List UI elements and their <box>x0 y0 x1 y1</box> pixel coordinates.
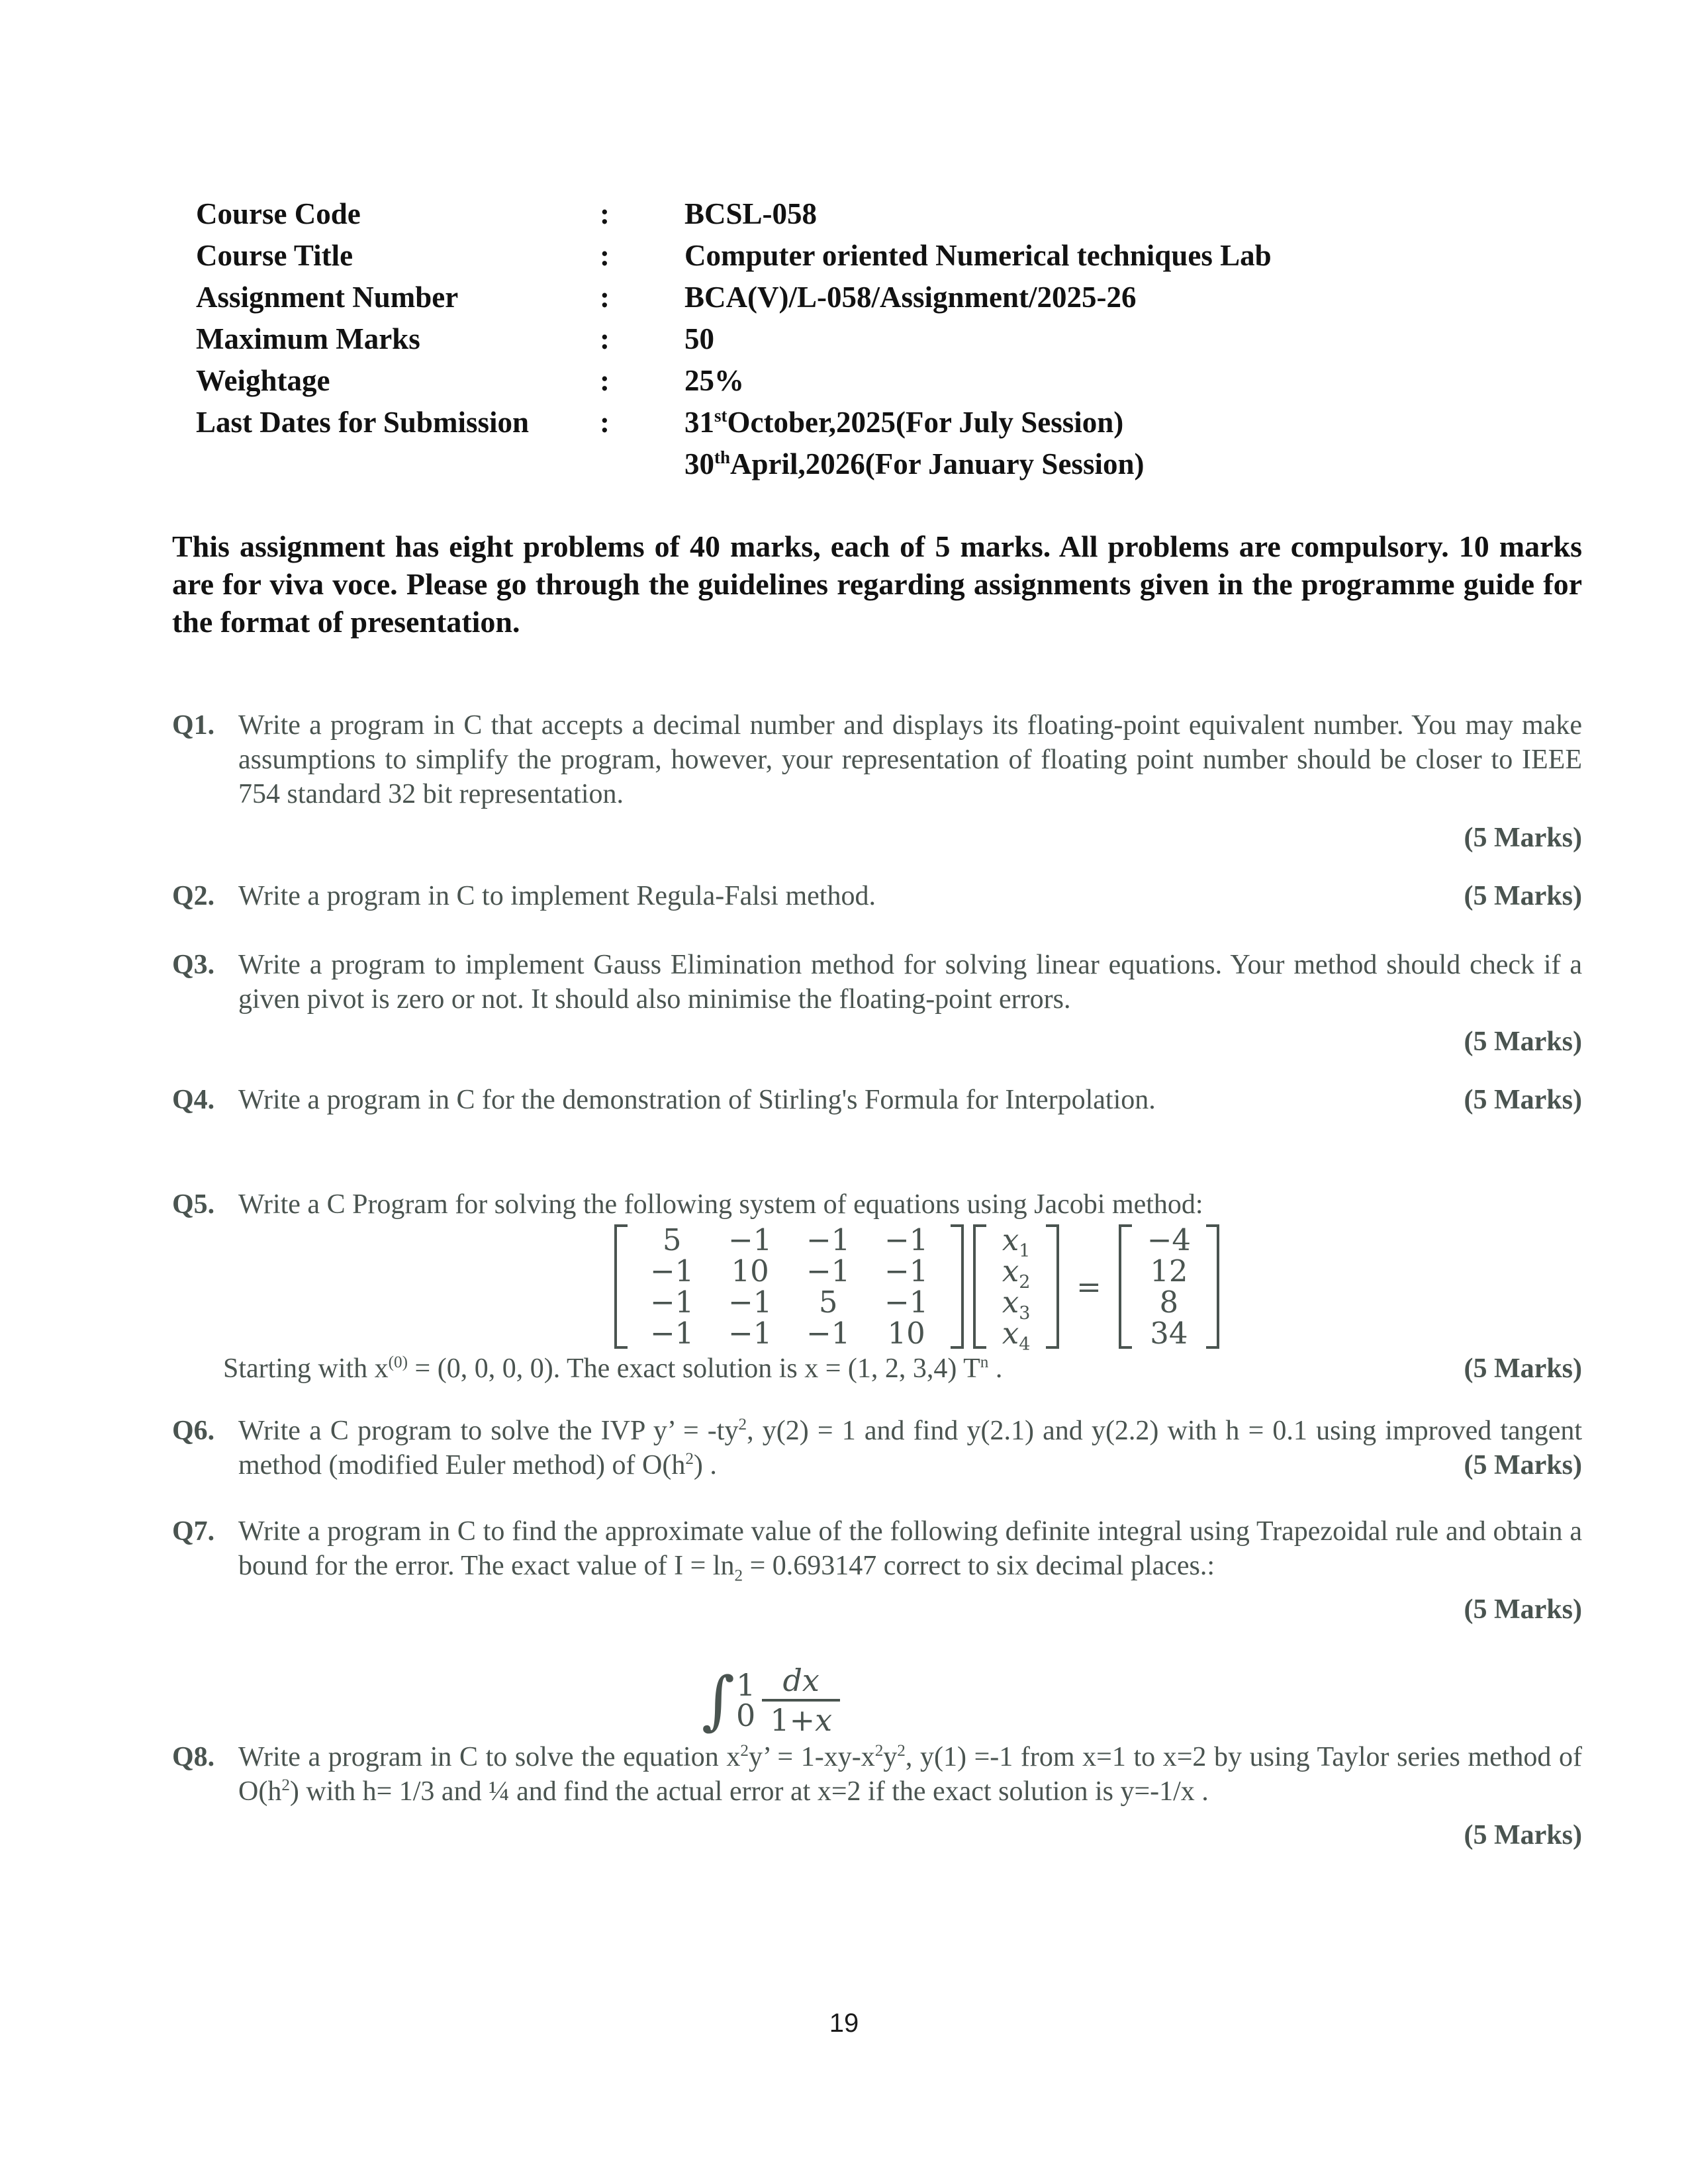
rhs-cell: 34 <box>1150 1316 1188 1351</box>
matrix-cell: −1 <box>649 1253 694 1289</box>
vector-cell: $x_4$ <box>1002 1316 1031 1355</box>
matrix-cell: −1 <box>649 1285 694 1320</box>
question-4-body: Write a program in C for the demonstration of Stirling's Formula for Interpolation. <box>238 1085 1156 1115</box>
fraction-numerator: dx <box>782 1662 820 1698</box>
page-number: 19 <box>829 2009 859 2038</box>
header-row-last-dates <box>196 402 1582 443</box>
rhs-cell: 8 <box>1159 1285 1179 1320</box>
matrix-cell: −1 <box>727 1222 773 1257</box>
question-2-body: Write a program in C to implement Regula-Falsi method. <box>238 881 876 911</box>
matrix-cell: 5 <box>662 1222 682 1257</box>
integral-lower-limit: 0 <box>736 1698 756 1733</box>
header-row-weightage <box>196 360 1582 402</box>
question-8-label: Q8. <box>172 1742 215 1772</box>
question-4-text <box>172 1083 1582 1117</box>
question-4-marks: (5 Marks) <box>1464 1085 1582 1115</box>
last-date-july-value: 31stOctober,2025(For July Session) <box>684 406 1124 439</box>
integral-upper-limit: 1 <box>736 1667 756 1703</box>
equals-sign: = <box>1076 1269 1102 1304</box>
question-2 <box>172 879 1582 913</box>
matrix-cell: −1 <box>727 1285 773 1320</box>
question-1-marks: (5 Marks) <box>1464 823 1582 853</box>
matrix-bracket-left <box>614 1224 628 1349</box>
empty-colon <box>600 443 684 485</box>
matrix-cell: 10 <box>731 1253 769 1289</box>
header-row-maximum-marks <box>196 318 1582 360</box>
question-2-text <box>172 879 1582 913</box>
vector-cell: $x_2$ <box>1002 1253 1031 1293</box>
course-title-value: Computer oriented Numerical techniques Lab <box>684 239 1272 272</box>
question-6-marks: (5 Marks) <box>1464 1450 1582 1480</box>
weightage-label: Weightage <box>196 364 330 397</box>
rhs-cell: 12 <box>1150 1253 1188 1289</box>
question-8-marks: (5 Marks) <box>1464 1820 1582 1850</box>
question-5-text <box>172 1187 1582 1222</box>
vector-bracket-right <box>1046 1224 1059 1349</box>
last-date-january-value: 30thApril,2026(For January Session) <box>684 447 1145 480</box>
question-1-label: Q1. <box>172 710 215 741</box>
matrix-cell: 5 <box>818 1285 838 1320</box>
matrix-equation <box>614 1222 1219 1355</box>
header-row-course-title <box>196 235 1582 277</box>
question-5-body: Write a C Program for solving the following system of equations using Jacobi method: <box>238 1189 1203 1220</box>
vector-bracket-left <box>973 1224 986 1349</box>
question-3-body: Write a program to implement Gauss Elimination method for solving linear equations. Your method should check if a given pivot is zero or not. It should also minimise the floating-point errors. <box>238 950 1582 1015</box>
question-5-footer-text: Starting with $x^{(0)} = (0$, 0, 0, 0). The exact solution is x = (1, 2, 3,4) $T^n$ . <box>223 1353 1003 1384</box>
coefficient-matrix <box>633 1224 945 1349</box>
assignment-header <box>196 193 1582 485</box>
header-row-assignment-number <box>196 277 1582 318</box>
course-code-value: BCSL-058 <box>684 197 818 230</box>
maximum-marks-value: 50 <box>684 322 714 355</box>
course-title-label: Course Title <box>196 239 353 272</box>
assignment-number-label: Assignment Number <box>196 281 459 314</box>
matrix-cell: −1 <box>806 1316 851 1351</box>
question-3-text <box>172 948 1582 1017</box>
matrix-cell: −1 <box>727 1316 773 1351</box>
assignment-instructions: This assignment has eight problems of 40 marks, each of 5 marks. All problems are compulsory. 10 marks are for viva voce. Please go through the guidelines regarding assignments given in the programme guide for the format of presentation. <box>172 529 1582 639</box>
colon: : <box>600 281 610 314</box>
matrix-cell: −1 <box>649 1316 694 1351</box>
colon: : <box>600 322 610 355</box>
question-1-body: Write a program in C that accepts a decimal number and displays its floating-point equivalent number. You may make assumptions to simplify the program, however, your representation of floating point number should be closer to IEEE 754 standard 32 bit representation. <box>238 710 1582 809</box>
question-8-body: Write a program in C to solve the equation $x^2y$’ = $1-xy-x^2y^2$, y(1) =-1 from x=1 to x=2 by using Taylor series method of $O(h^2)$ with h= 1/3 and ¼ and find the actual error at x=2 if the exact solution is y=-1/x . <box>238 1742 1582 1807</box>
course-code-label: Course Code <box>196 197 361 230</box>
question-6 <box>172 1414 1582 1482</box>
assignment-number-value: BCA(V)/L-058/Assignment/2025-26 <box>684 281 1137 314</box>
rhs-bracket-left <box>1119 1224 1132 1349</box>
question-5-marks: (5 Marks) <box>1464 1353 1582 1384</box>
question-6-text <box>172 1414 1582 1482</box>
colon: : <box>600 406 610 439</box>
question-1-text <box>172 708 1582 811</box>
jacobi-system-equation <box>172 1222 1582 1355</box>
page-content <box>172 0 1582 1852</box>
header-row-course-code <box>196 193 1582 235</box>
unknown-vector <box>992 1222 1041 1355</box>
integral-limits <box>736 1667 756 1733</box>
question-8 <box>172 1740 1582 1852</box>
empty-label <box>196 443 600 485</box>
question-5 <box>172 1187 1582 1222</box>
question-5-label: Q5. <box>172 1189 215 1220</box>
vector-cell: $x_3$ <box>1002 1285 1031 1324</box>
rhs-bracket-right <box>1206 1224 1219 1349</box>
maximum-marks-label: Maximum Marks <box>196 322 420 355</box>
matrix-cell: −1 <box>884 1253 929 1289</box>
integrand-fraction <box>762 1663 840 1737</box>
question-8-text <box>172 1740 1582 1809</box>
question-4 <box>172 1083 1582 1117</box>
question-6-body: Write a C program to solve the IVP y’ = $-ty^2$, y(2) = 1 and find y(2.1) and y(2.2) with h = 0.1 using improved tangent method (modified Euler method) of $O(h^2)$ . <box>238 1416 1583 1480</box>
question-6-label: Q6. <box>172 1416 215 1446</box>
question-5-footer <box>172 1351 1582 1386</box>
question-7-label: Q7. <box>172 1516 215 1547</box>
question-7-marks: (5 Marks) <box>1464 1594 1582 1625</box>
integral-sign: ∫ <box>702 1663 735 1737</box>
question-3 <box>172 948 1582 1059</box>
question-4-label: Q4. <box>172 1085 215 1115</box>
question-7 <box>172 1514 1582 1627</box>
colon: : <box>600 197 610 230</box>
question-3-marks: (5 Marks) <box>1464 1026 1582 1057</box>
question-2-marks: (5 Marks) <box>1464 881 1582 911</box>
matrix-cell: −1 <box>884 1222 929 1257</box>
colon: : <box>600 239 610 272</box>
question-1 <box>172 708 1582 855</box>
last-dates-label: Last Dates for Submission <box>196 406 529 439</box>
definite-integral <box>702 1663 840 1737</box>
rhs-vector <box>1137 1224 1201 1349</box>
matrix-cell: 10 <box>887 1316 925 1351</box>
matrix-gap <box>964 1224 973 1349</box>
question-7-text <box>172 1514 1582 1583</box>
question-2-label: Q2. <box>172 881 215 911</box>
question-3-label: Q3. <box>172 950 215 980</box>
vector-cell: $x_1$ <box>1002 1222 1031 1261</box>
matrix-cell: −1 <box>806 1222 851 1257</box>
matrix-cell: −1 <box>884 1285 929 1320</box>
weightage-value: 25% <box>684 364 744 397</box>
fraction-denominator: 1+x <box>762 1699 840 1737</box>
matrix-bracket-right <box>951 1224 964 1349</box>
rhs-cell: −4 <box>1147 1222 1192 1257</box>
question-7-body: Write a program in C to find the approximate value of the following definite integral using Trapezoidal rule and obtain a bound for the error. The exact value of $I = \ln_2 = 0.693147$ correct to six decimal places.: <box>238 1516 1582 1585</box>
matrix-cell: −1 <box>806 1253 851 1289</box>
colon: : <box>600 364 610 397</box>
header-row-last-dates-continued <box>196 443 1582 485</box>
